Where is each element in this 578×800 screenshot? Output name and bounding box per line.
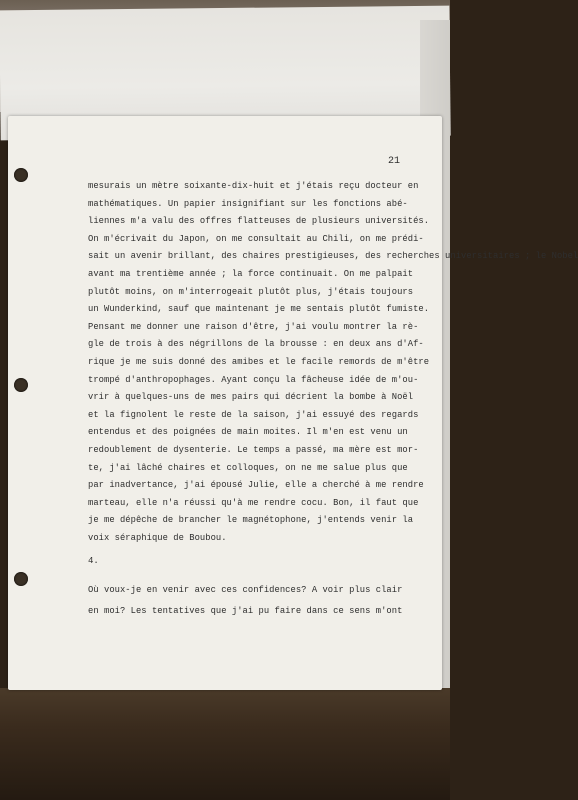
text-line: redoublement de dysenterie. Le temps a passé, ma mère est mor- — [88, 444, 419, 455]
text-line: en moi? Les tentatives que j'ai pu faire dans ce sens m'ont — [88, 606, 403, 616]
text-line: te, j'ai lâché chaires et colloques, on ne me salue plus que — [88, 462, 408, 473]
table-surface — [0, 688, 450, 800]
text-line: Où voux-je en venir avec ces confidences? A voir plus clair — [88, 585, 403, 595]
text-line: gle de trois à des négrillons de la brousse : en deux ans d'Af- — [88, 339, 424, 350]
typewritten-page — [8, 116, 578, 690]
punch-hole — [14, 572, 28, 586]
text-line: voix séraphique de Boubou. — [88, 532, 227, 543]
punch-hole — [14, 378, 28, 392]
text-line: rique je me suis donné des amibes et le facile remords de m'être — [88, 356, 430, 367]
punch-hole — [14, 168, 28, 182]
text-line: sait un avenir brillant, des chaires prestigieuses, des recherches universitaires ; le Nobel — [88, 251, 578, 262]
text-line: plutôt moins, on m'interrogeait plutôt plus, j'étais toujours — [88, 286, 414, 297]
text-line: entendus et des poignées de main moites. Il m'en est venu un — [88, 427, 408, 438]
text-line: je me dépêche de brancher le magnétophone, j'entends venir la — [88, 515, 414, 526]
text-line: mathématiques. Un papier insignifiant sur les fonctions abé- — [88, 198, 408, 209]
text-line: un Wunderkind, sauf que maintenant je me sentais plutôt fumiste. — [88, 304, 430, 315]
text-line: par inadvertance, j'ai épousé Julie, elle a cherché à me rendre — [88, 480, 424, 491]
text-line: liennes m'a valu des offres flatteuses de plusieurs universités. — [88, 216, 430, 227]
text-line: mesurais un mètre soixante-dix-huit et j'étais reçu docteur en — [88, 181, 419, 191]
text-line: marteau, elle n'a réussi qu'à me rendre cocu. Bon, il faut que — [88, 497, 419, 508]
paragraph — [88, 178, 578, 547]
section-number: 4. — [88, 556, 99, 566]
text-line: On m'écrivait du Japon, on me consultait au Chili, on me prédi- — [88, 233, 424, 244]
text-line: vrir à quelques-uns de mes pairs qui décrient la bombe à Noël — [88, 392, 414, 403]
text-line: trompé d'anthropophages. Ayant conçu la fâcheuse idée de m'ou- — [88, 374, 419, 385]
text-line: Pensant me donner une raison d'être, j'ai voulu montrer la rè- — [88, 321, 419, 332]
page-number: 21 — [387, 156, 400, 167]
text-line: avant ma trentième année ; la force continuait. On me palpait — [88, 268, 414, 279]
text-line: et la fignolent le reste de la saison, j'ai essuyé des regards — [88, 409, 419, 420]
section-paragraph — [88, 580, 418, 622]
